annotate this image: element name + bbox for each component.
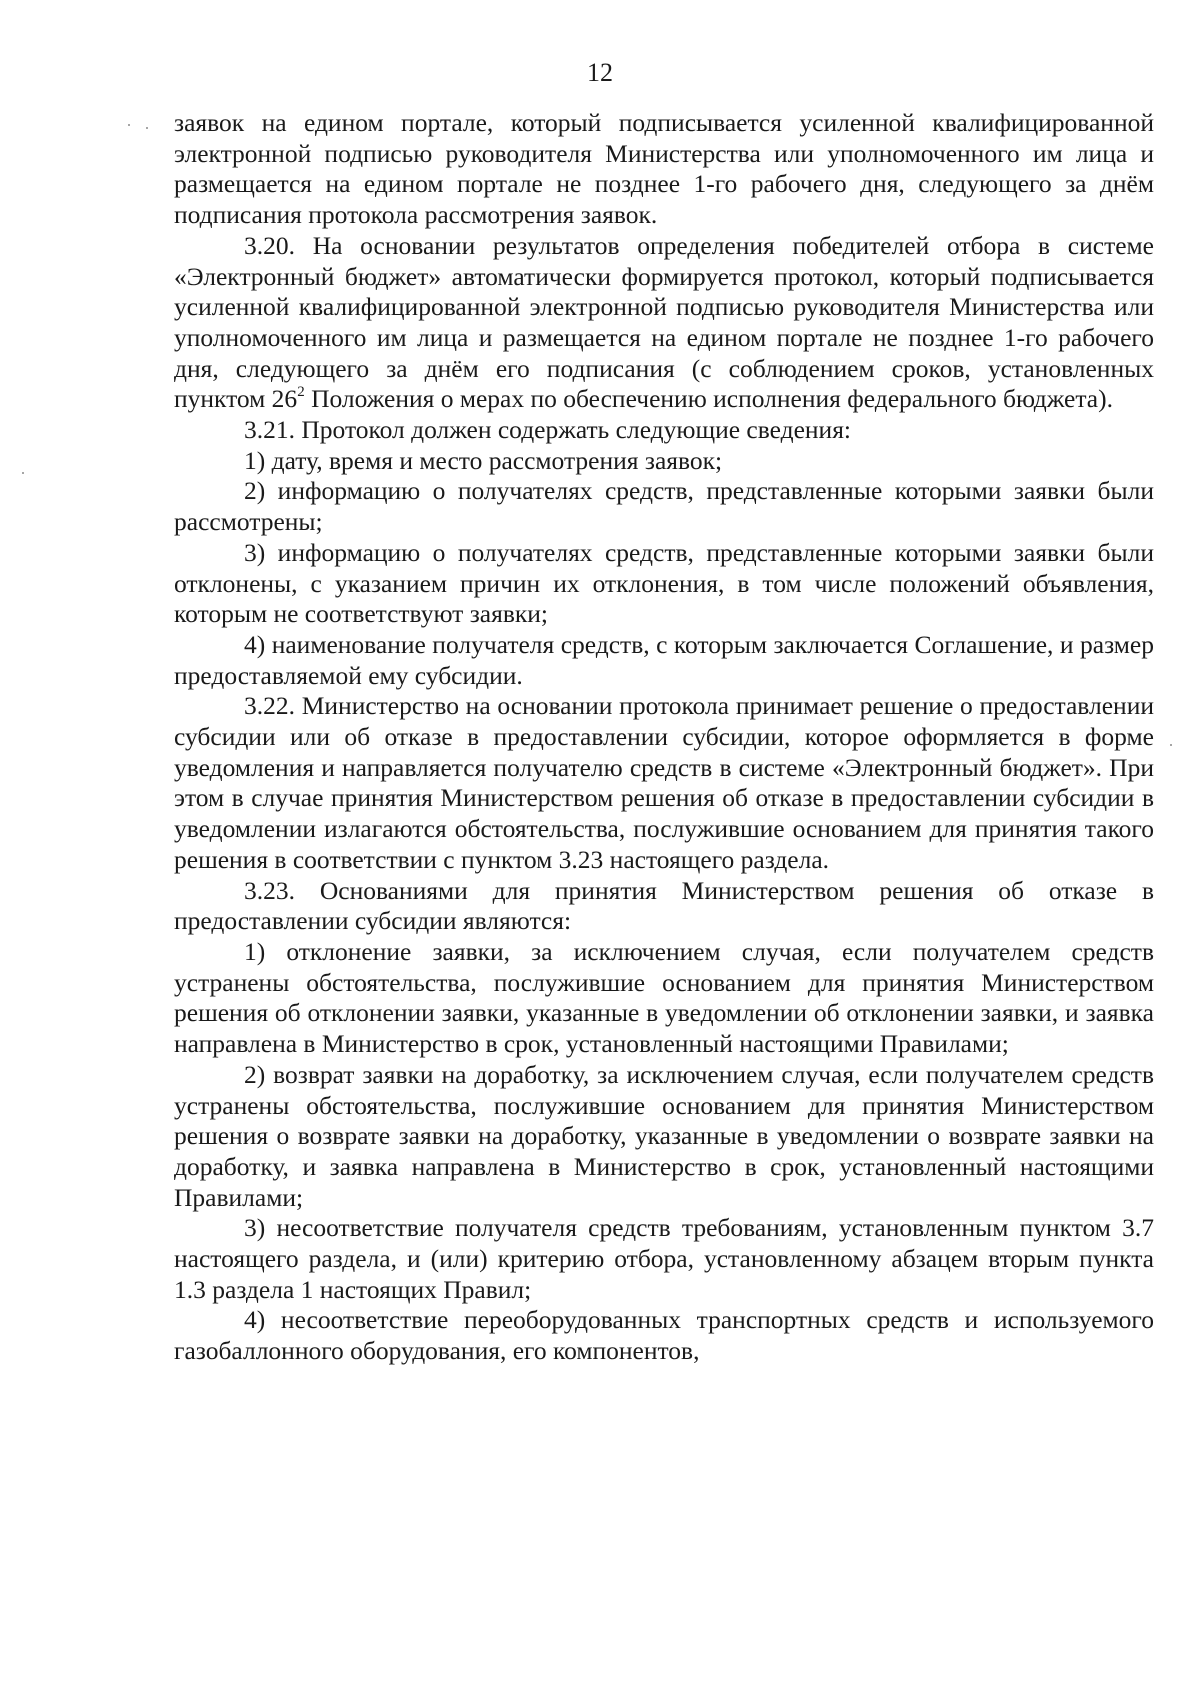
list-item: 3) информацию о получателях средств, представленные которыми заявки были отклонены, с указанием причин их отклонения, в том числе положений объявления, которым не соответствуют заявки;	[174, 537, 1154, 629]
paragraph-continuation: заявок на едином портале, который подписывается усиленной квалифицированной электронной подписью руководителя Министерства или уполномоченного им лица и размещается на едином портале не позднее 1-го рабочего дня, следующего за днём подписания протокола рассмотрения заявок.	[174, 108, 1154, 230]
scan-speck	[146, 127, 148, 129]
list-item: 4) наименование получателя средств, с которым заключается Соглашение, и размер предоставляемой ему субсидии.	[174, 629, 1154, 690]
list-item: 3) несоответствие получателя средств требованиям, установленным пунктом 3.7 настоящего раздела, и (или) критерию отбора, установленному абзацем вторым пункта 1.3 раздела 1 настоящих Правил;	[174, 1213, 1154, 1304]
scan-speck	[1170, 744, 1172, 746]
list-item: 2) информацию о получателях средств, представленные которыми заявки были рассмотрены;	[174, 476, 1154, 537]
page-number: 12	[587, 58, 613, 87]
paragraph-3-21: 3.21. Протокол должен содержать следующие сведения:	[244, 415, 852, 445]
scan-speck	[128, 124, 130, 126]
list-item: 4) несоответствие переоборудованных транспортных средств и используемого газобаллонного оборудования, его компонентов,	[174, 1305, 1154, 1366]
list-item: 2) возврат заявки на доработку, за исключением случая, если получателем средств устранены обстоятельства, послужившие основанием для принятия Министерством решения о возврате заявки на доработку, указанные в уведомлении о возврате заявки на доработку, и заявка направлена в Министерство в срок, установленный настоящими Правилами;	[174, 1059, 1154, 1212]
paragraph-3-22: 3.22. Министерство на основании протокола принимает решение о предоставлении субсидии или об отказе в предоставлении субсидии, которое оформляется в форме уведомления и направляется получателю средств в системе «Электронный бюджет». При этом в случае принятия Министерством решения об отказе в предоставлении субсидии в уведомлении излагаются обстоятельства, послужившие основанием для принятия такого решения в соответствии с пунктом 3.23 настоящего раздела.	[174, 691, 1154, 874]
paragraph-text-continued: Положения о мерах по обеспечению исполнения федерального бюджета).	[304, 384, 1113, 414]
list-item: 1) дату, время и место рассмотрения заявок;	[244, 445, 723, 475]
paragraph-3-20	[174, 231, 1154, 415]
paragraph-3-23: 3.23. Основаниями для принятия Министерством решения об отказе в предоставлении субсидии являются:	[174, 875, 1154, 936]
document-body	[174, 108, 1154, 1367]
paragraph-text: 3.20. На основании результатов определения победителей отбора в системе «Электронный бюджет» автоматически формируется протокол, который подписывается усиленной квалифицированной электронной подписью руководителя Министерства или уполномоченного им лица и размещается на едином портале не позднее 1-го рабочего дня, следующего за днём его подписания (с соблюдением сроков, установленных пунктом 26	[174, 230, 1154, 414]
list-item: 1) отклонение заявки, за исключением случая, если получателем средств устранены обстоятельства, послужившие основанием для принятия Министерством решения об отклонении заявки, указанные в уведомлении об отклонении заявки, и заявка направлена в Министерство в срок, установленный настоящими Правилами;	[174, 936, 1154, 1059]
superscript: 2	[297, 384, 305, 401]
scan-speck	[22, 472, 24, 474]
